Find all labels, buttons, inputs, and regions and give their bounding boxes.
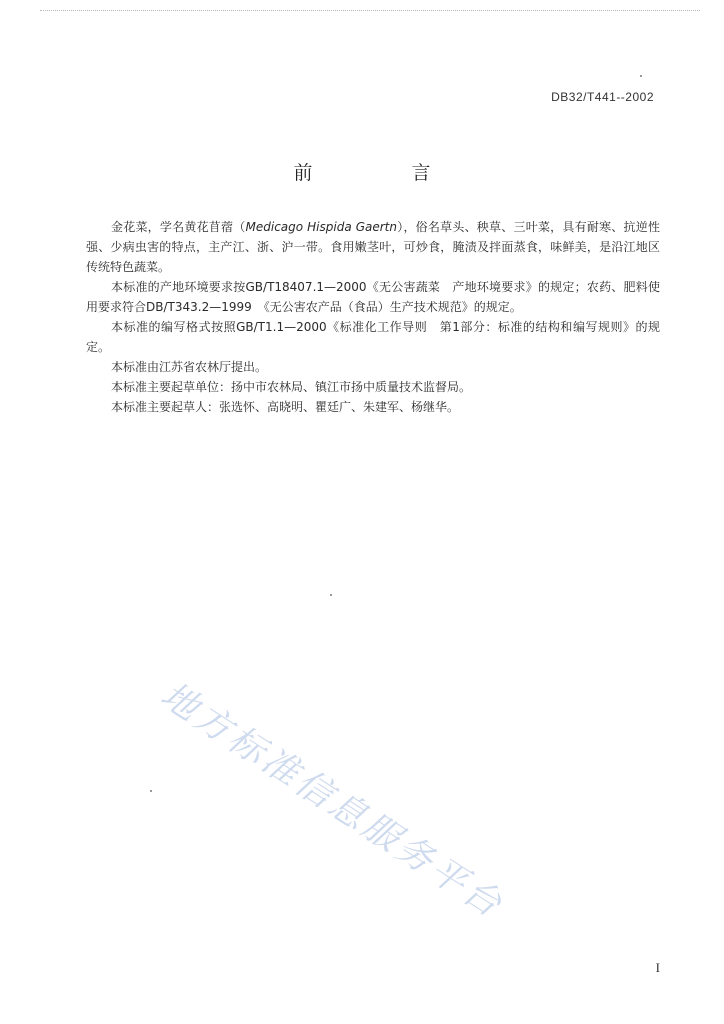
intro-rest: ），俗名草头、秧草、三叶菜，具有耐寒、抗逆性强、少病虫害的特点，主产江、浙、沪一带。食用嫩茎叶，可炒食，腌渍及拌面蒸食，味鲜美，是沿江地区传统特色蔬菜。	[86, 220, 660, 274]
paragraph-format: 本标准的编写格式按照GB/T1.1—2000《标准化工作导则 第1部分：标准的结构和编写规则》的规定。	[86, 320, 660, 354]
scan-speck	[640, 75, 642, 77]
latin-name: Medicago Hispida Gaertn	[245, 220, 397, 234]
intro-lead: 金花菜，学名黄花苜蓿（	[111, 220, 246, 234]
watermark: 地方标准信息服务平台	[153, 674, 512, 927]
standard-code: DB32/T441--2002	[551, 90, 654, 104]
page-title: 前 言	[293, 162, 471, 184]
paragraph-drafters: 本标准主要起草人：张选怀、高晓明、瞿廷广、朱建军、杨继华。	[111, 400, 460, 414]
paragraph-intro	[86, 217, 660, 277]
scan-speck	[330, 594, 332, 596]
foreword-body	[86, 217, 660, 417]
paragraph-environment: 本标准的产地环境要求按GB/T18407.1—2000《无公害蔬菜 产地环境要求》的规定；农药、肥料使用要求符合DB/T343.2—1999 《无公害农产品（食品）生产技术规范》的规定。	[86, 280, 660, 314]
page-number: I	[655, 960, 660, 975]
paragraph-proposer: 本标准由江苏省农林厅提出。	[111, 360, 268, 374]
paragraph-drafting-units: 本标准主要起草单位：扬中市农林局、镇江市扬中质量技术监督局。	[111, 380, 472, 394]
scan-speck	[150, 790, 152, 792]
header-rule	[40, 10, 700, 11]
